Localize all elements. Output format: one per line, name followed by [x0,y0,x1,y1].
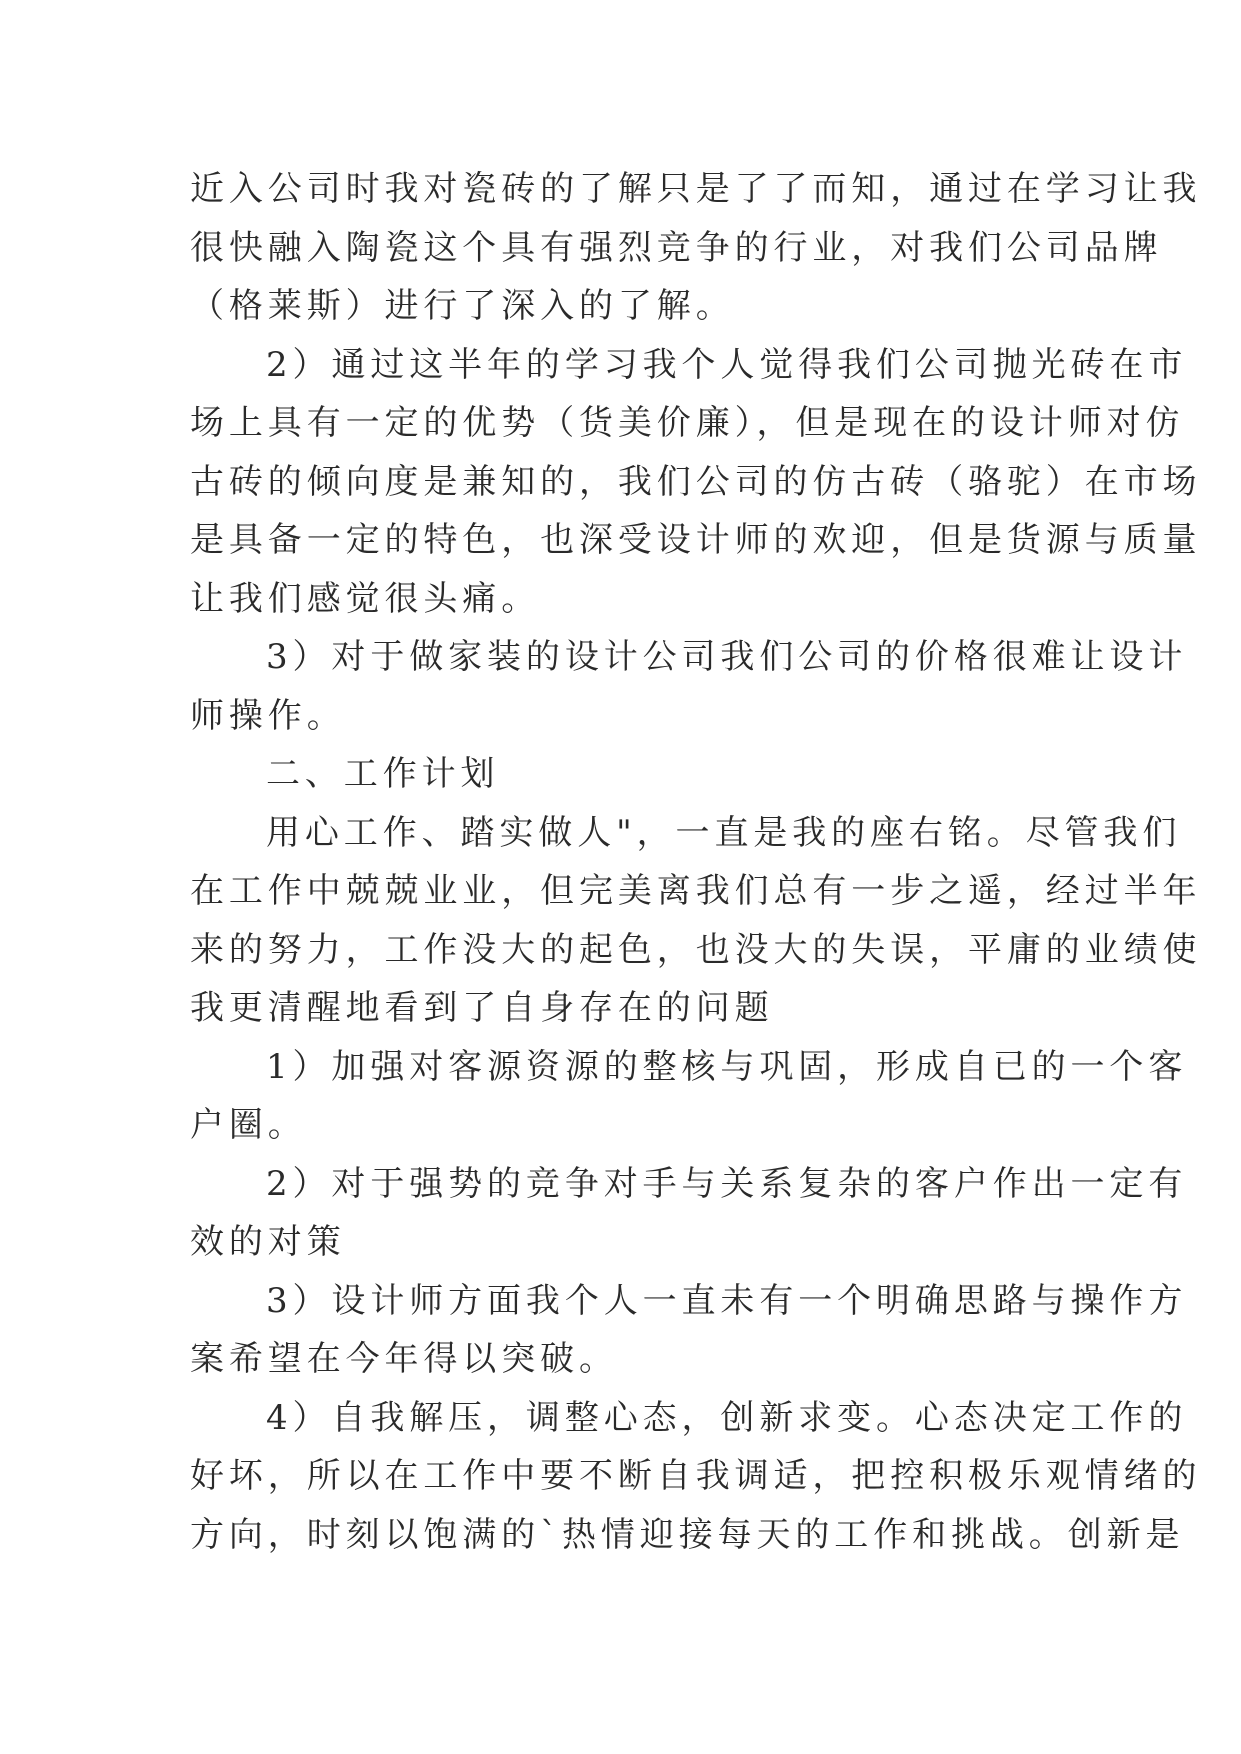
text-line: 2）对于强势的竞争对手与关系复杂的客户作出一定有 [266,1163,1188,1204]
text-line: 场上具有一定的优势（货美价廉），但是现在的设计师对仿 [190,403,1185,443]
text-line: 好坏，所以在工作中要不断自我调适，把控积极乐观情绪的 [190,1456,1202,1496]
text-line: 二、工作计划 [266,754,500,794]
text-line: 来的努力，工作没大的起色，也没大的失误，平庸的业绩使 [190,929,1202,970]
text-line: 师操作。 [190,695,346,736]
text-line: 3）对于做家装的设计公司我们公司的价格很难让设计 [266,637,1188,677]
text-line: 户圈。 [190,1105,307,1145]
text-line: 4）自我解压，调整心态，创新求变。心态决定工作的 [266,1397,1188,1438]
text-line: 用心工作、踏实做人"，一直是我的座右铭。尽管我们 [266,812,1182,853]
text-line: 1）加强对客源资源的整核与巩固，形成自已的一个客 [266,1046,1188,1087]
text-line: 3）设计师方面我个人一直未有一个明确思路与操作方 [266,1280,1188,1321]
document-body [190,160,1202,1564]
text-line: 效的对策 [190,1222,346,1262]
text-line: 很快融入陶瓷这个具有强烈竞争的行业，对我们公司品牌 [190,227,1163,268]
text-line: 让我们感觉很头痛。 [190,578,541,619]
text-line: 2）通过这半年的学习我个人觉得我们公司抛光砖在市 [266,344,1188,385]
text-line: 古砖的倾向度是兼知的，我们公司的仿古砖（骆驼）在市场 [190,461,1202,502]
text-line: 近入公司时我对瓷砖的了解只是了了而知，通过在学习让我 [190,169,1202,209]
text-line: 案希望在今年得以突破。 [190,1339,618,1379]
text-line: 我更清醒地看到了自身存在的问题 [190,988,774,1028]
text-line: （格莱斯）进行了深入的了解。 [190,286,735,326]
text-line: 在工作中兢兢业业，但完美离我们总有一步之遥，经过半年 [190,871,1202,911]
text-line: 是具备一定的特色，也深受设计师的欢迎，但是货源与质量 [190,520,1202,560]
text-line: 方向，时刻以饱满的`热情迎接每天的工作和挑战。创新是 [190,1514,1185,1555]
